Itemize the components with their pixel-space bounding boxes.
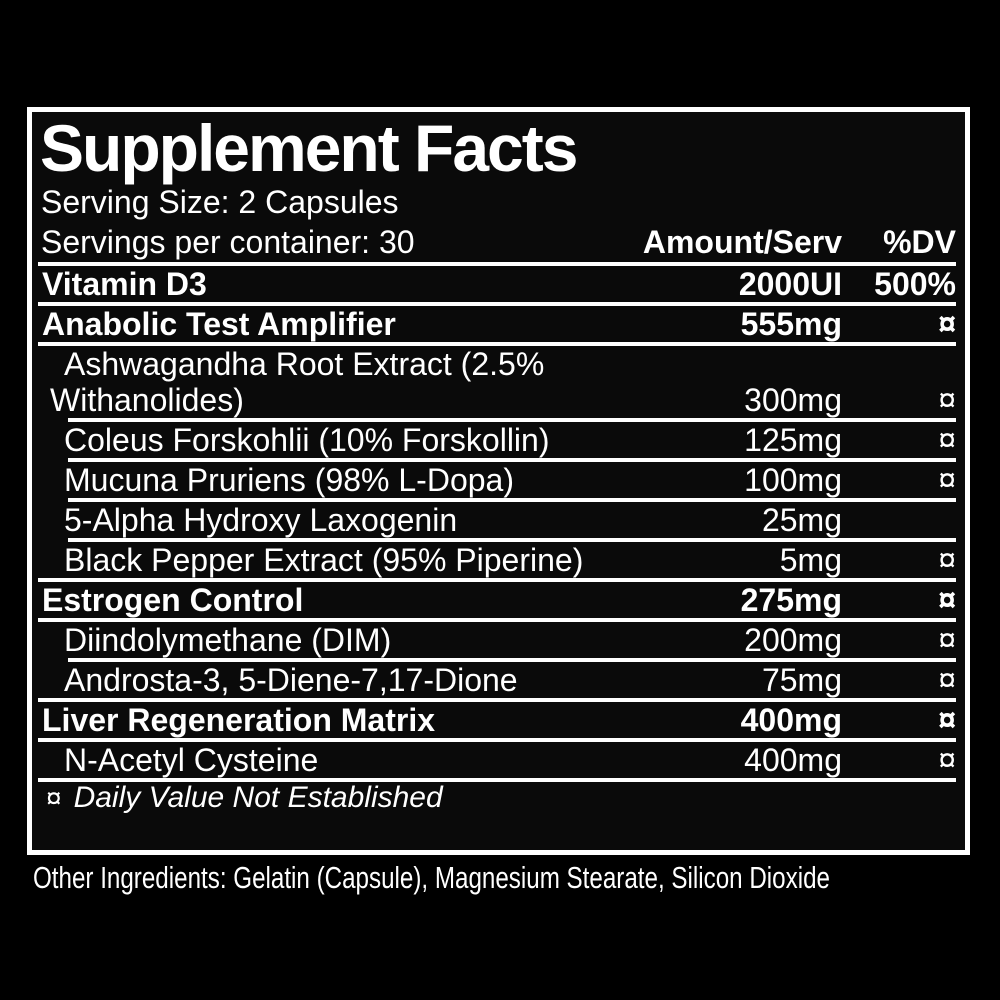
- table-row: [38, 582, 956, 618]
- ingredient-amount: 125mg: [744, 421, 842, 458]
- ingredient-dv: ¤: [938, 461, 956, 498]
- amount-column-header: Amount/Serv: [642, 223, 842, 260]
- servings-per-container-text: Servings per container: 30: [41, 223, 415, 260]
- table-row: [38, 346, 956, 382]
- facts-table: [38, 262, 956, 778]
- serving-size-text: Serving Size: 2 Capsules: [41, 184, 399, 220]
- ingredient-name: Diindolymethane (DIM): [64, 621, 392, 658]
- ingredient-dv: ¤: [938, 621, 956, 658]
- ingredient-amount: 400mg: [740, 701, 842, 738]
- table-row: [38, 662, 956, 698]
- other-ingredients-text: Other Ingredients: Gelatin (Capsule), Magnesium Stearate, Silicon Dioxide: [33, 860, 830, 895]
- dv-column-header: %DV: [883, 223, 956, 260]
- table-row: [38, 542, 956, 578]
- ingredient-amount: 400mg: [744, 741, 842, 778]
- ingredient-dv: ¤: [938, 305, 956, 342]
- ingredient-name: Anabolic Test Amplifier: [42, 305, 396, 342]
- ingredient-dv: 500%: [874, 265, 956, 302]
- ingredient-name: Coleus Forskohlii (10% Forskollin): [64, 421, 550, 458]
- panel-title: Supplement Facts: [40, 111, 577, 185]
- ingredient-amount: 300mg: [744, 381, 842, 418]
- ingredient-name: Ashwagandha Root Extract (2.5%: [64, 345, 545, 382]
- ingredient-amount: 100mg: [744, 461, 842, 498]
- table-row: [38, 306, 956, 342]
- ingredient-amount: 75mg: [761, 661, 842, 698]
- table-row: [38, 266, 956, 302]
- ingredient-dv: ¤: [938, 581, 956, 618]
- supplement-facts-panel: [27, 107, 970, 855]
- ingredient-name: Estrogen Control: [42, 581, 304, 618]
- table-row: [38, 742, 956, 778]
- ingredient-name: Vitamin D3: [42, 265, 207, 302]
- ingredient-dv: ¤: [938, 381, 956, 418]
- table-row: [38, 422, 956, 458]
- ingredient-dv: ¤: [938, 741, 956, 778]
- table-header-row: [41, 222, 956, 262]
- ingredient-amount: 200mg: [744, 621, 842, 658]
- ingredient-name: Androsta-3, 5-Diene-7,17-Dione: [64, 661, 518, 698]
- ingredient-dv: ¤: [938, 541, 956, 578]
- table-row: [38, 462, 956, 498]
- ingredient-name: 5-Alpha Hydroxy Laxogenin: [64, 501, 458, 538]
- table-row: [38, 702, 956, 738]
- ingredient-amount: 555mg: [740, 305, 842, 342]
- ingredient-amount: 2000UI: [738, 265, 842, 302]
- ingredient-amount: 25mg: [761, 501, 842, 538]
- ingredient-dv: ¤: [938, 661, 956, 698]
- table-row: [38, 382, 956, 418]
- table-row: [38, 622, 956, 658]
- ingredient-dv: ¤: [938, 421, 956, 458]
- daily-value-symbol: ¤: [46, 782, 62, 813]
- ingredient-name: Mucuna Pruriens (98% L-Dopa): [64, 461, 514, 498]
- ingredient-name: Black Pepper Extract (95% Piperine): [64, 541, 584, 578]
- footnote-row: [38, 782, 956, 814]
- ingredient-name: Liver Regeneration Matrix: [42, 701, 435, 738]
- ingredient-dv: ¤: [938, 701, 956, 738]
- ingredient-amount: 275mg: [740, 581, 842, 618]
- footnote-text: Daily Value Not Established: [73, 781, 443, 814]
- ingredient-name: N-Acetyl Cysteine: [64, 741, 319, 778]
- ingredient-name: Withanolides): [50, 381, 244, 418]
- ingredient-amount: 5mg: [779, 541, 842, 578]
- table-row: [38, 502, 956, 538]
